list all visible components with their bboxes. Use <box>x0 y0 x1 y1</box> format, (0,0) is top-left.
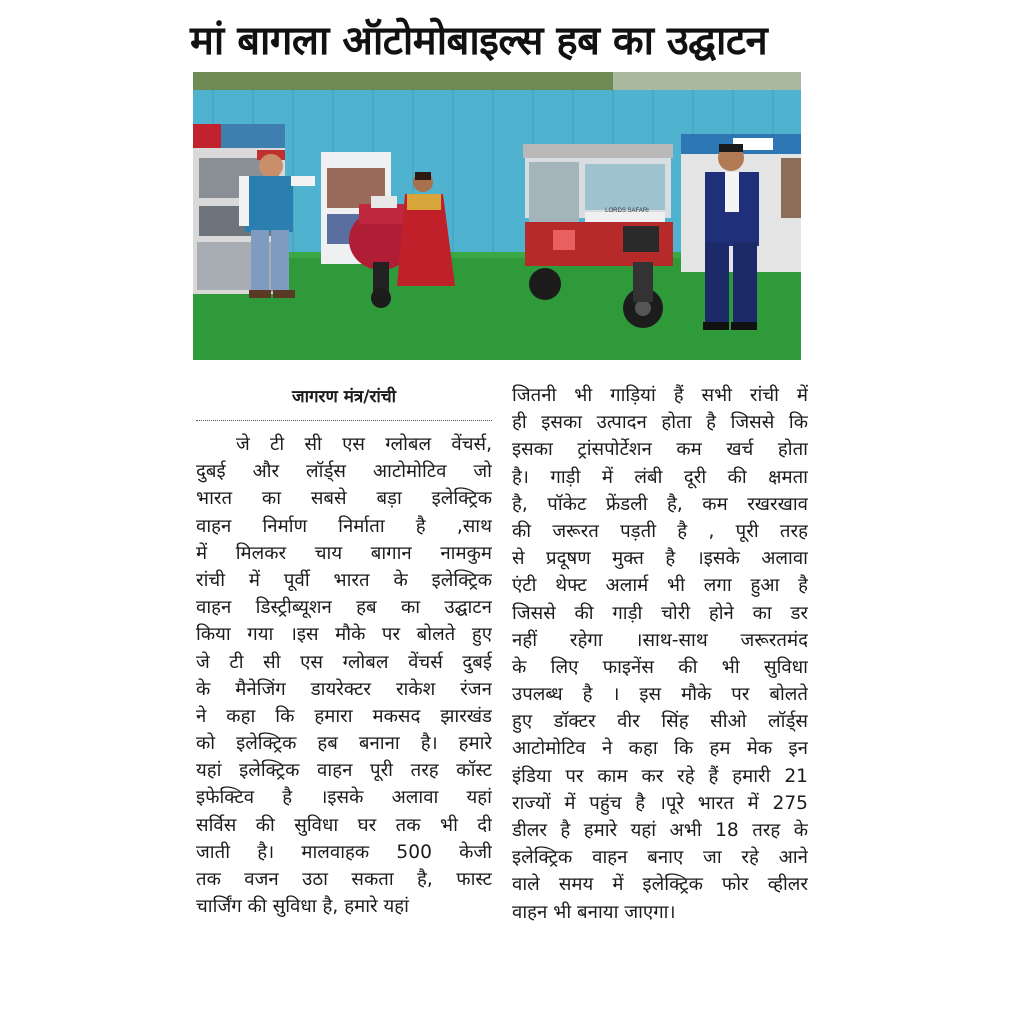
byline: जागरण मंत्र/रांची <box>291 387 397 407</box>
article-text-line: की जरूरत पड़ती है , पूरी तरह <box>512 520 808 542</box>
article-text-line: है, पॉकेट फ्रेंडली है, कम रखरखाव <box>512 493 808 515</box>
article-text-line: इलेक्ट्रिक वाहन बनाए जा रहे आने <box>512 847 808 869</box>
article-text-line: वाहन भी बनाया जाएगा। <box>512 901 676 923</box>
article-text-line: किया गया ।इस मौके पर बोलते हुए <box>196 624 492 646</box>
article-text-line: ही इसका उत्पादन होता है जिससे कि <box>512 412 808 434</box>
article-text-line: नहीं रहेगा ।साथ-साथ जरूरतमंद <box>512 629 808 651</box>
column-1-body <box>196 431 492 920</box>
article-text-line: इसका ट्रांसपोर्टेशन कम खर्च होता <box>512 439 808 461</box>
article-text-line: के मैनेजिंग डायरेक्टर राकेश रंजन <box>196 678 492 700</box>
article-text-line: वाहन निर्माण निर्माता है ,साथ <box>196 515 492 537</box>
byline-divider <box>196 420 492 421</box>
article-text-line: चार्जिंग की सुविधा है, हमारे यहां <box>196 896 409 918</box>
article-column-1 <box>196 382 492 920</box>
vehicle-sign: LORDS SAFARI <box>605 208 649 214</box>
headline: मां बागला ऑटोमोबाइल्स हब का उद्घाटन <box>190 18 768 64</box>
article-text-line: वाले समय में इलेक्ट्रिक फोर व्हीलर <box>512 874 808 896</box>
article-text-line: हुए डॉक्टर वीर सिंह सीओ लॉर्ड्स <box>512 711 808 733</box>
article-text-line: राज्यों में पहुंच है ।पूरे भारत में 275 <box>512 792 808 814</box>
article-column-2 <box>512 382 808 926</box>
article-text-line: जे टी सी एस ग्लोबल वेंचर्स, <box>236 434 492 455</box>
article-text-line: तक वजन उठा सकता है, फास्ट <box>196 869 492 890</box>
article-text-line: जितनी भी गाड़ियां हैं सभी रांची में <box>512 385 808 406</box>
article-text-line: इफेक्टिव है ।इसके अलावा यहां <box>196 787 492 809</box>
article-text-line: जिससे की गाड़ी चोरी होने का डर <box>512 602 808 624</box>
article-text-line: रांची में पूर्वी भारत के इलेक्ट्रिक <box>196 569 492 591</box>
article-text-line: सर्विस की सुविधा घर तक भी दी <box>196 814 492 836</box>
article-text-line: में मिलकर चाय बागान नामकुम <box>196 542 492 564</box>
article-text-line: जाती है। मालवाहक 500 केजी <box>196 841 492 863</box>
column-2-body <box>512 382 808 926</box>
article-text-line: से प्रदूषण मुक्त है ।इसके अलावा <box>512 548 808 570</box>
article-text-line: है। गाड़ी में लंबी दूरी की क्षमता <box>512 466 808 488</box>
article-text-line: ने कहा कि हमारा मकसद झारखंड <box>196 705 492 727</box>
article-text-line: जे टी सी एस ग्लोबल वेंचर्स दुबई <box>196 651 492 673</box>
article-text-line: आटोमोटिव ने कहा कि हम मेक इन <box>512 738 808 760</box>
article-text-line: इंडिया पर काम कर रहे हैं हमारी 21 <box>512 765 808 787</box>
news-photo <box>193 72 801 360</box>
article-text-line: को इलेक्ट्रिक हब बनाना है। हमारे <box>196 733 492 755</box>
article-text-line: के लिए फाइनेंस की भी सुविधा <box>512 656 808 678</box>
article-text-line: डीलर है हमारे यहां अभी 18 तरह के <box>512 820 808 841</box>
article-text-line: भारत का सबसे बड़ा इलेक्ट्रिक <box>196 488 492 510</box>
article-text-line: एंटी थेफ्ट अलार्म भी लगा हुआ है <box>512 575 808 597</box>
article-text-line: उपलब्ध है । इस मौके पर बोलते <box>512 684 808 706</box>
article-text-line: वाहन डिस्ट्रीब्यूशन हब का उद्घाटन <box>196 597 492 619</box>
article-text-line: दुबई और लॉर्ड्स आटोमोटिव जो <box>196 461 492 483</box>
article-text-line: यहां इलेक्ट्रिक वाहन पूरी तरह कॉस्ट <box>196 760 492 782</box>
